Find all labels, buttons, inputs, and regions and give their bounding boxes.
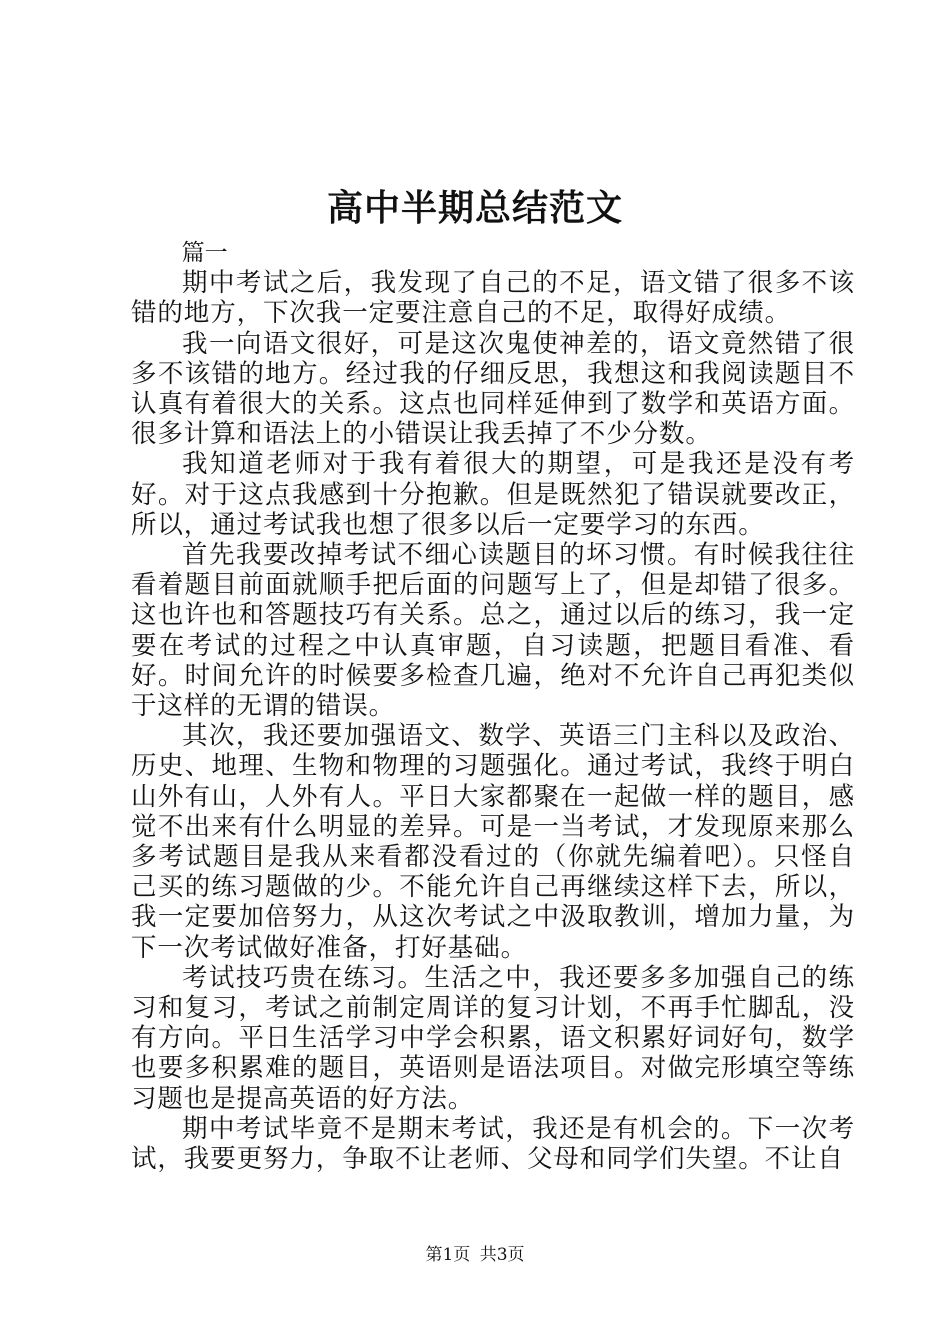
paragraph-6: 考试技巧贵在练习。生活之中，我还要多多加强自己的练习和复习，考试之前制定周详的复习计划，不再手忙脚乱，没有方向。平日生活学习中学会积累，语文积累好词好句，数学也要多积累难的题目，英语则是语法项目。对做完形填空等练习题也是提高英语的好方法。 — [131, 962, 855, 1114]
page-footer — [0, 1243, 950, 1267]
paragraph-4: 首先我要改掉考试不细心读题目的坏习惯。有时候我往往看着题目前面就顺手把后面的问题写上了，但是却错了很多。这也许也和答题技巧有关系。总之，通过以后的练习，我一定要在考试的过程之中认真审题，自习读题，把题目看准、看好。时间允许的时候要多检查几遍，绝对不允许自己再犯类似于这样的无谓的错误。 — [131, 540, 855, 722]
document-title: 高中半期总结范文 — [326, 187, 623, 229]
paragraph-7: 期中考试毕竟不是期末考试，我还是有机会的。下一次考试，我要更努力，争取不让老师、父母和同学们失望。不让自 — [131, 1113, 855, 1175]
paragraph-2: 我一向语文很好，可是这次鬼使神差的，语文竟然错了很多不该错的地方。经过我的仔细反思，我想这和我阅读题目不认真有着很大的关系。这点也同样延伸到了数学和英语方面。很多计算和语法上的小错误让我丢掉了不少分数。 — [131, 328, 855, 450]
page-number: 第1页 — [425, 1245, 471, 1265]
section-label: 篇一 — [181, 240, 228, 266]
page-total: 共3页 — [479, 1245, 525, 1265]
paragraph-1: 期中考试之后，我发现了自己的不足，语文错了很多不该错的地方，下次我一定要注意自己的不足，取得好成绩。 — [131, 268, 855, 329]
paragraph-3: 我知道老师对于我有着很大的期望，可是我还是没有考好。对于这点我感到十分抱歉。但是既然犯了错误就要改正，所以，通过考试我也想了很多以后一定要学习的东西。 — [131, 449, 855, 540]
document-body — [131, 238, 855, 1174]
paragraph-5: 其次，我还要加强语文、数学、英语三门主科以及政治、历史、地理、生物和物理的习题强化。通过考试，我终于明白山外有山，人外有人。平日大家都聚在一起做一样的题目，感觉不出来有什么明显的差异。可是一当考试，才发现原来那么多考试题目是我从来看都没看过的（你就先编着吧）。只怪自己买的练习题做的少。不能允许自己再继续这样下去，所以，我一定要加倍努力，从这次考试之中汲取教训，增加力量，为下一次考试做好准备，打好基础。 — [131, 721, 855, 963]
